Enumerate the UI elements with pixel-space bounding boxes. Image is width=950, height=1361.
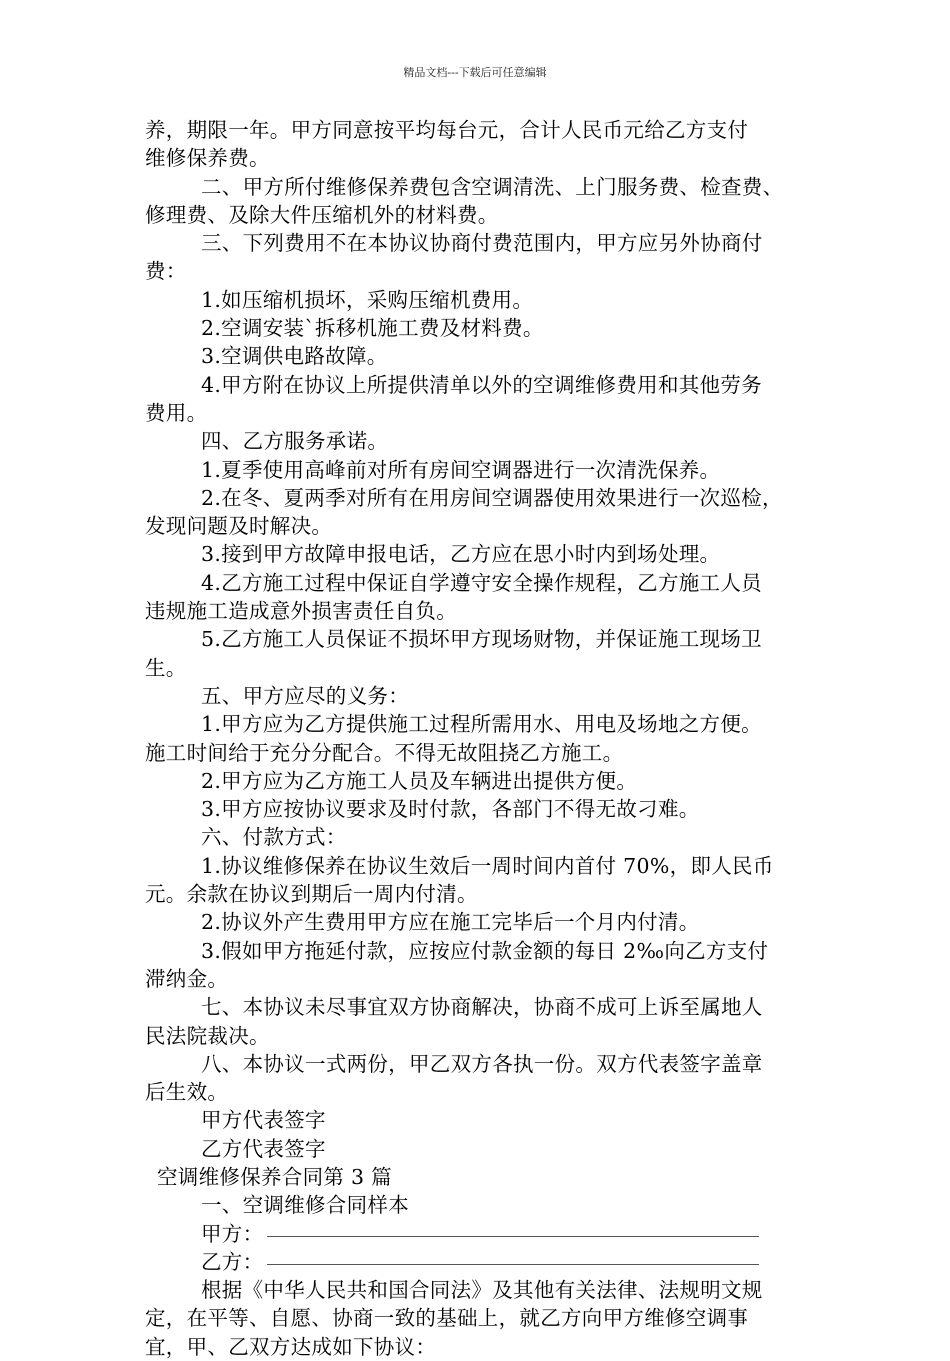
text-line: 施工时间给于充分分配合。不得无故阻挠乙方施工。 (145, 740, 624, 765)
text-line: 违规施工造成意外损害责任自负。 (145, 599, 457, 624)
text-line: 1.协议维修保养在协议生效后一周时间内首付 70%，即人民币 (201, 853, 774, 878)
text-line: 4.乙方施工过程中保证自学遵守安全操作规程，乙方施工人员 (201, 570, 762, 595)
party-a-blank[interactable] (267, 1235, 759, 1237)
text-line: 1.如压缩机损坏，采购压缩机费用。 (201, 287, 534, 312)
text-line: 2.空调安装`拆移机施工费及材料费。 (201, 316, 544, 341)
text-line: 乙方代表签字 (201, 1136, 326, 1161)
text-line: 发现问题及时解决。 (145, 514, 333, 539)
text-line: 生。 (145, 655, 187, 680)
text-line: 七、本协议未尽事宜双方协商解决，协商不成可上诉至属地人 (201, 995, 763, 1020)
document-body (145, 116, 817, 1361)
text-line: 五、甲方应尽的义务： (201, 683, 409, 708)
text-line: 滞纳金。 (145, 966, 229, 991)
party-b-label: 乙方： (201, 1249, 264, 1274)
text-line: 3.空调供电路故障。 (201, 344, 388, 369)
text-line: 3.接到甲方故障申报电话，乙方应在思小时内到场处理。 (201, 542, 721, 567)
text-line: 1.夏季使用高峰前对所有房间空调器进行一次清洗保养。 (201, 457, 721, 482)
text-line: 1.甲方应为乙方提供施工过程所需用水、用电及场地之方便。 (201, 712, 762, 737)
party-b-blank[interactable] (267, 1263, 759, 1265)
page-header: 精品文档---下载后可任意编辑 (403, 66, 547, 79)
text-line: 四、乙方服务承诺。 (201, 429, 389, 454)
text-line: 5.乙方施工人员保证不损坏甲方现场财物，并保证施工现场卫 (201, 627, 762, 652)
text-line: 修理费、及除大件压缩机外的材料费。 (145, 202, 499, 227)
text-line: 空调维修保养合同第 3 篇 (157, 1164, 392, 1189)
paragraph-lines (145, 116, 817, 1220)
text-line: 一、空调维修合同样本 (201, 1193, 409, 1218)
agreement-intro (145, 1276, 817, 1361)
text-line: 八、本协议一式两份，甲乙双方各执一份。双方代表签字盖章 (201, 1051, 763, 1076)
party-a-line (145, 1220, 817, 1248)
text-line: 元。余款在协议到期后一周内付清。 (145, 882, 478, 907)
party-b-line (145, 1248, 817, 1276)
text-line: 费： (145, 259, 187, 284)
text-line: 2.在冬、夏两季对所有在用房间空调器使用效果进行一次巡检， (201, 485, 783, 510)
text-line: 二、甲方所付维修保养费包含空调清洗、上门服务费、检查费、 (201, 174, 784, 199)
text-line: 宜，甲、乙双方达成如下协议： (145, 1334, 437, 1359)
text-line: 3.甲方应按协议要求及时付款，各部门不得无故刁难。 (201, 797, 700, 822)
text-line: 维修保养费。 (145, 146, 270, 171)
text-line: 后生效。 (145, 1080, 229, 1105)
text-line: 费用。 (145, 400, 208, 425)
text-line: 2.甲方应为乙方施工人员及车辆进出提供方便。 (201, 768, 638, 793)
text-line: 养，期限一年。甲方同意按平均每台元，合计人民币元给乙方支付 (145, 118, 749, 142)
text-line: 甲方代表签字 (201, 1108, 326, 1133)
text-line: 3.假如甲方拖延付款，应按应付款金额的每日 2‰向乙方支付 (201, 938, 769, 963)
text-line: 民法院裁决。 (145, 1023, 270, 1048)
party-a-label: 甲方： (201, 1221, 264, 1246)
text-line: 三、下列费用不在本协议协商付费范围内，甲方应另外协商付 (201, 231, 763, 256)
text-line: 4.甲方附在协议上所提供清单以外的空调维修费用和其他劳务 (201, 372, 762, 397)
text-line: 六、付款方式： (201, 825, 347, 850)
text-line: 2.协议外产生费用甲方应在施工完毕后一个月内付清。 (201, 910, 700, 935)
text-line: 根据《中华人民共和国合同法》及其他有关法律、法规明文规 (201, 1278, 763, 1303)
text-line: 定，在平等、自愿、协商一致的基础上，就乙方向甲方维修空调事 (145, 1306, 749, 1331)
